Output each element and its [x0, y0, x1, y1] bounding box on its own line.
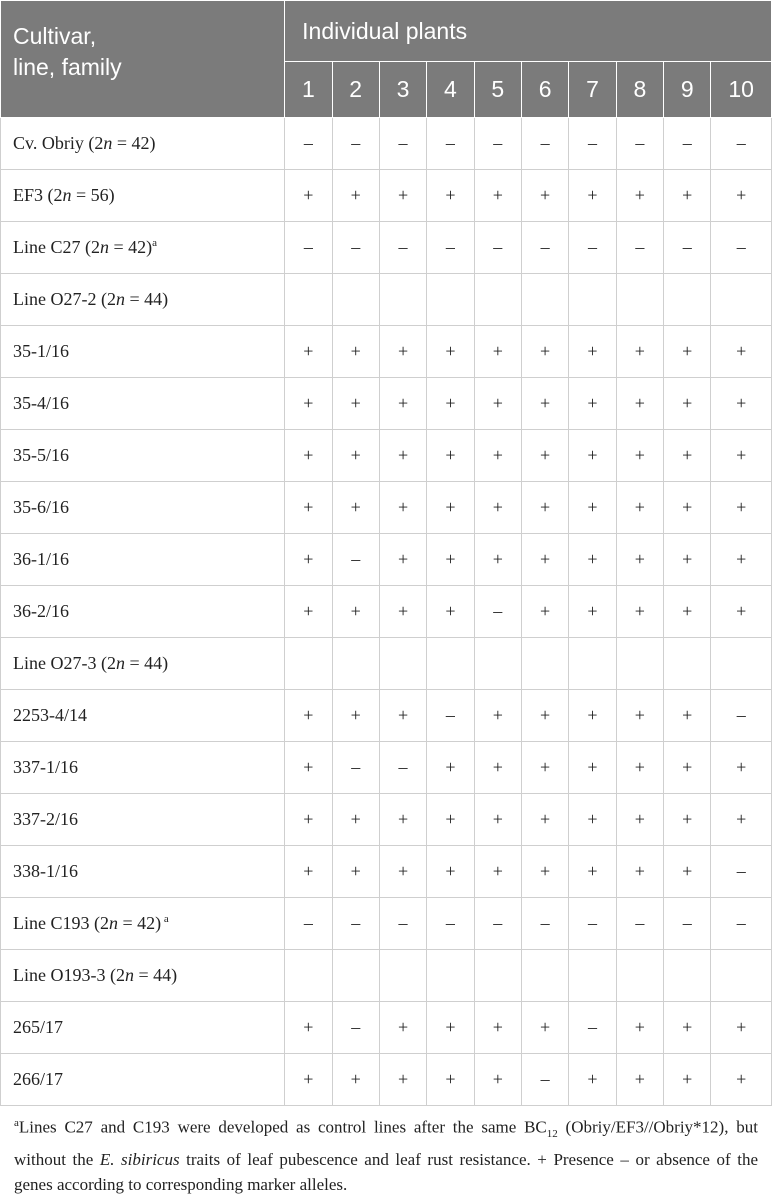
marker-cell: +: [379, 586, 426, 638]
table-row: [1, 1002, 772, 1054]
marker-cell: –: [285, 222, 332, 274]
marker-cell: +: [664, 794, 711, 846]
marker-cell: [569, 274, 616, 326]
marker-cell: +: [379, 534, 426, 586]
marker-cell: –: [569, 898, 616, 950]
marker-cell: +: [569, 846, 616, 898]
marker-cell: +: [664, 1002, 711, 1054]
plant-number-header: 8: [616, 62, 663, 118]
marker-cell: +: [664, 482, 711, 534]
marker-cell: [379, 638, 426, 690]
marker-cell: [569, 950, 616, 1002]
marker-cell: +: [569, 378, 616, 430]
table-row: [1, 898, 772, 950]
row-footnote-mark: a: [152, 237, 158, 249]
marker-cell: +: [616, 170, 663, 222]
marker-cell: –: [474, 118, 521, 170]
marker-cell: +: [285, 742, 332, 794]
row-name: Line O193-3: [13, 965, 106, 985]
marker-cell: +: [285, 690, 332, 742]
plant-number-header: 7: [569, 62, 616, 118]
table-row: [1, 794, 772, 846]
row-label: [1, 326, 285, 378]
marker-cell: –: [332, 1002, 379, 1054]
marker-cell: +: [616, 1002, 663, 1054]
row-name: 35-6/16: [13, 497, 69, 517]
individual-plants-header: Individual plants: [285, 1, 772, 62]
footnote-mark: a: [14, 1117, 19, 1129]
marker-cell: +: [285, 482, 332, 534]
row-label: [1, 118, 285, 170]
table-row: [1, 534, 772, 586]
marker-cell: +: [711, 378, 772, 430]
marker-cell: +: [474, 482, 521, 534]
marker-cell: +: [379, 794, 426, 846]
marker-cell: +: [711, 482, 772, 534]
marker-cell: +: [711, 326, 772, 378]
marker-cell: +: [569, 742, 616, 794]
row-name: 35-5/16: [13, 445, 69, 465]
marker-cell: +: [427, 430, 474, 482]
table-row: [1, 1054, 772, 1106]
marker-cell: +: [521, 846, 568, 898]
marker-cell: +: [285, 430, 332, 482]
marker-cell: –: [427, 690, 474, 742]
marker-cell: +: [474, 170, 521, 222]
marker-cell: –: [427, 898, 474, 950]
row-label: [1, 742, 285, 794]
row-ploidy: (2n = 44): [100, 289, 169, 309]
marker-cell: +: [285, 378, 332, 430]
marker-cell: +: [521, 378, 568, 430]
marker-cell: –: [379, 742, 426, 794]
marker-cell: +: [427, 794, 474, 846]
marker-cell: +: [711, 1002, 772, 1054]
marker-cell: +: [474, 1054, 521, 1106]
marker-cell: –: [664, 222, 711, 274]
marker-cell: +: [569, 690, 616, 742]
marker-cell: +: [332, 690, 379, 742]
marker-cell: [616, 274, 663, 326]
marker-cell: [521, 274, 568, 326]
marker-cell: +: [711, 534, 772, 586]
marker-cell: [521, 638, 568, 690]
plant-number-header: 4: [427, 62, 474, 118]
marker-cell: –: [521, 898, 568, 950]
table-row: [1, 274, 772, 326]
table-row: [1, 742, 772, 794]
marker-cell: +: [521, 170, 568, 222]
marker-cell: +: [569, 534, 616, 586]
marker-cell: +: [285, 794, 332, 846]
marker-cell: +: [332, 846, 379, 898]
marker-cell: –: [616, 898, 663, 950]
marker-cell: +: [285, 1002, 332, 1054]
marker-cell: +: [474, 378, 521, 430]
marker-cell: +: [379, 482, 426, 534]
marker-cell: +: [711, 1054, 772, 1106]
marker-cell: +: [474, 430, 521, 482]
row-label: [1, 534, 285, 586]
marker-cell: +: [285, 846, 332, 898]
marker-cell: +: [379, 846, 426, 898]
marker-cell: +: [332, 794, 379, 846]
row-name: 337-1/16: [13, 757, 78, 777]
marker-cell: +: [474, 1002, 521, 1054]
marker-cell: +: [664, 690, 711, 742]
row-label: [1, 274, 285, 326]
marker-cell: +: [616, 690, 663, 742]
marker-cell: [711, 638, 772, 690]
marker-cell: +: [379, 430, 426, 482]
table-body: [1, 118, 772, 1106]
marker-cell: +: [521, 742, 568, 794]
marker-cell: –: [285, 118, 332, 170]
marker-cell: –: [332, 534, 379, 586]
marker-cell: +: [474, 742, 521, 794]
marker-cell: +: [616, 326, 663, 378]
plant-number-header: 10: [711, 62, 772, 118]
marker-cell: [379, 274, 426, 326]
row-footnote-mark: a: [161, 913, 169, 925]
row-name: 266/17: [13, 1069, 64, 1089]
first-column-header-line1: Cultivar,: [13, 23, 97, 49]
marker-cell: +: [521, 326, 568, 378]
table-header: [1, 1, 772, 118]
marker-cell: +: [569, 794, 616, 846]
plant-number-header: 5: [474, 62, 521, 118]
marker-cell: –: [711, 222, 772, 274]
row-label: [1, 794, 285, 846]
row-name: Line O27-3: [13, 653, 97, 673]
marker-cell: –: [427, 118, 474, 170]
marker-cell: [427, 274, 474, 326]
marker-cell: +: [569, 326, 616, 378]
first-column-header-line2: line, family: [13, 54, 122, 80]
marker-cell: +: [569, 586, 616, 638]
marker-cell: –: [332, 742, 379, 794]
marker-cell: +: [474, 534, 521, 586]
table-row: [1, 586, 772, 638]
marker-cell: +: [569, 170, 616, 222]
marker-cell: [285, 274, 332, 326]
marker-cell: +: [427, 170, 474, 222]
row-name: 36-1/16: [13, 549, 69, 569]
marker-cell: +: [379, 1054, 426, 1106]
marker-cell: [332, 274, 379, 326]
marker-cell: +: [664, 1054, 711, 1106]
marker-cell: –: [474, 586, 521, 638]
marker-cell: +: [474, 794, 521, 846]
marker-cell: +: [616, 482, 663, 534]
row-label: [1, 1002, 285, 1054]
marker-cell: +: [379, 690, 426, 742]
marker-cell: –: [379, 898, 426, 950]
marker-cell: +: [379, 326, 426, 378]
row-name: 36-2/16: [13, 601, 69, 621]
row-name: 338-1/16: [13, 861, 78, 881]
marker-cell: +: [427, 534, 474, 586]
marker-cell: –: [616, 222, 663, 274]
marker-cell: [664, 274, 711, 326]
footnote-species: E. sibiricus: [99, 1150, 180, 1170]
marker-cell: +: [616, 846, 663, 898]
marker-cell: +: [664, 430, 711, 482]
marker-cell: [521, 950, 568, 1002]
marker-cell: +: [285, 586, 332, 638]
marker-cell: [664, 950, 711, 1002]
marker-cell: +: [427, 586, 474, 638]
row-ploidy: (2n = 44): [100, 653, 169, 673]
row-ploidy: (2n = 42): [94, 913, 162, 933]
marker-cell: +: [521, 794, 568, 846]
row-name: Line O27-2: [13, 289, 97, 309]
marker-cell: +: [664, 742, 711, 794]
marker-cell: –: [711, 846, 772, 898]
marker-cell: +: [616, 430, 663, 482]
marker-cell: +: [569, 430, 616, 482]
footnote-text-1: Lines C27 and C193 were developed as control lines after the same BC: [18, 1117, 547, 1137]
marker-cell: +: [285, 534, 332, 586]
marker-cell: +: [664, 170, 711, 222]
marker-cell: +: [332, 326, 379, 378]
table-row: [1, 950, 772, 1002]
marker-cell: +: [616, 534, 663, 586]
footnote-text-2: (Obriy/EF3//Obriy*12), but without the: [14, 1117, 758, 1170]
marker-cell: +: [427, 482, 474, 534]
marker-cell: –: [521, 1054, 568, 1106]
marker-cell: +: [616, 1054, 663, 1106]
marker-cell: +: [427, 1054, 474, 1106]
marker-cell: +: [711, 742, 772, 794]
marker-cell: –: [332, 222, 379, 274]
row-name: 2253-4/14: [13, 705, 87, 725]
marker-cell: +: [474, 846, 521, 898]
row-label: [1, 846, 285, 898]
row-label: [1, 222, 285, 274]
marker-cell: [711, 274, 772, 326]
marker-cell: +: [285, 326, 332, 378]
row-name: EF3: [13, 185, 44, 205]
table-row: [1, 378, 772, 430]
marker-cell: –: [711, 690, 772, 742]
row-label: [1, 1054, 285, 1106]
marker-cell: [616, 950, 663, 1002]
row-label: [1, 950, 285, 1002]
marker-cell: [427, 950, 474, 1002]
marker-cell: –: [379, 118, 426, 170]
marker-cell: +: [332, 586, 379, 638]
row-ploidy: (2n = 56): [47, 185, 115, 205]
marker-cell: [474, 638, 521, 690]
marker-cell: –: [521, 118, 568, 170]
marker-cell: –: [664, 118, 711, 170]
marker-cell: +: [711, 586, 772, 638]
row-label: [1, 586, 285, 638]
row-name: 35-1/16: [13, 341, 69, 361]
table-row: [1, 118, 772, 170]
marker-cell: –: [379, 222, 426, 274]
marker-cell: –: [664, 898, 711, 950]
marker-cell: +: [521, 1002, 568, 1054]
marker-cell: +: [427, 1002, 474, 1054]
marker-cell: –: [569, 118, 616, 170]
row-name: 35-4/16: [13, 393, 69, 413]
table-row: [1, 326, 772, 378]
marker-cell: +: [474, 690, 521, 742]
marker-cell: +: [379, 378, 426, 430]
marker-cell: –: [474, 898, 521, 950]
plant-number-header: 2: [332, 62, 379, 118]
table-row: [1, 482, 772, 534]
marker-cell: +: [379, 1002, 426, 1054]
row-ploidy: (2n = 42): [85, 237, 153, 257]
footnote-subscript: 12: [546, 1128, 558, 1141]
marker-cell: –: [332, 118, 379, 170]
marker-cell: [711, 950, 772, 1002]
marker-cell: –: [427, 222, 474, 274]
marker-cell: +: [474, 326, 521, 378]
marker-cell: +: [616, 586, 663, 638]
row-label: [1, 638, 285, 690]
marker-cell: +: [379, 170, 426, 222]
table-row: [1, 222, 772, 274]
table-row: [1, 170, 772, 222]
row-name: 265/17: [13, 1017, 64, 1037]
marker-cell: [474, 274, 521, 326]
marker-cell: [379, 950, 426, 1002]
marker-cell: [616, 638, 663, 690]
marker-cell: [427, 638, 474, 690]
plant-number-header: 1: [285, 62, 332, 118]
marker-cell: [474, 950, 521, 1002]
marker-cell: +: [332, 482, 379, 534]
marker-cell: [332, 950, 379, 1002]
marker-cell: –: [569, 222, 616, 274]
footnote-text-3: traits of leaf pubescence and leaf rust resistance. + Presence – or absence of the genes according to corresponding marker alleles.: [14, 1150, 758, 1195]
row-label: [1, 378, 285, 430]
row-label: [1, 430, 285, 482]
marker-cell: +: [427, 326, 474, 378]
marker-cell: +: [521, 534, 568, 586]
marker-cell: –: [285, 898, 332, 950]
plant-number-header: 6: [521, 62, 568, 118]
marker-cell: +: [711, 170, 772, 222]
marker-cell: –: [332, 898, 379, 950]
plant-number-header: 9: [664, 62, 711, 118]
marker-cell: [569, 638, 616, 690]
marker-cell: –: [474, 222, 521, 274]
table-footnote: [0, 1106, 772, 1197]
marker-cell: +: [521, 586, 568, 638]
marker-cell: +: [427, 742, 474, 794]
row-ploidy: (2n = 42): [88, 133, 156, 153]
marker-cell: +: [664, 586, 711, 638]
marker-cell: +: [285, 170, 332, 222]
marker-cell: +: [569, 1054, 616, 1106]
row-ploidy: (2n = 44): [109, 965, 178, 985]
marker-cell: +: [711, 794, 772, 846]
first-column-header: [1, 1, 285, 118]
marker-cell: –: [569, 1002, 616, 1054]
table-row: [1, 846, 772, 898]
marker-cell: +: [616, 378, 663, 430]
marker-cell: +: [521, 482, 568, 534]
marker-cell: –: [711, 898, 772, 950]
row-name: Line C27: [13, 237, 81, 257]
marker-cell: +: [664, 534, 711, 586]
marker-cell: [332, 638, 379, 690]
marker-cell: +: [521, 690, 568, 742]
marker-cell: –: [711, 118, 772, 170]
table-row: [1, 430, 772, 482]
marker-cell: +: [427, 378, 474, 430]
marker-cell: +: [664, 326, 711, 378]
marker-cell: +: [332, 378, 379, 430]
marker-cell: +: [664, 846, 711, 898]
marker-cell: [664, 638, 711, 690]
row-name: Line C193: [13, 913, 90, 933]
plant-number-header: 3: [379, 62, 426, 118]
row-name: Cv. Obriy: [13, 133, 84, 153]
table-row: [1, 690, 772, 742]
marker-cell: –: [521, 222, 568, 274]
marker-cell: +: [616, 794, 663, 846]
row-label: [1, 482, 285, 534]
marker-cell: [285, 638, 332, 690]
marker-cell: +: [332, 1054, 379, 1106]
row-name: 337-2/16: [13, 809, 78, 829]
marker-cell: [285, 950, 332, 1002]
marker-cell: +: [616, 742, 663, 794]
row-label: [1, 690, 285, 742]
marker-cell: +: [427, 846, 474, 898]
marker-cell: +: [521, 430, 568, 482]
marker-cell: +: [285, 1054, 332, 1106]
marker-cell: +: [332, 430, 379, 482]
table-row: [1, 638, 772, 690]
marker-cell: +: [664, 378, 711, 430]
marker-cell: –: [616, 118, 663, 170]
marker-cell: +: [569, 482, 616, 534]
row-label: [1, 898, 285, 950]
marker-cell: +: [332, 170, 379, 222]
row-label: [1, 170, 285, 222]
marker-cell: +: [711, 430, 772, 482]
